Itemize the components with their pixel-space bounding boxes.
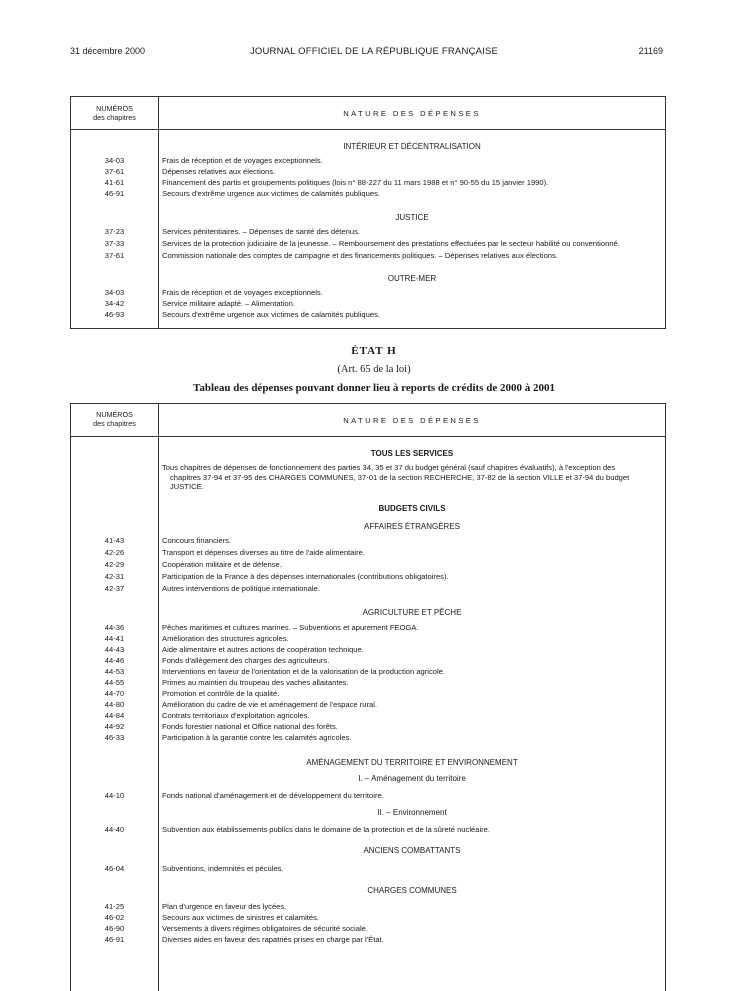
chapter-code: 44-55 — [104, 678, 125, 687]
chapter-code: 44-36 — [104, 623, 125, 632]
expense-nature: Services pénitentiaires. – Dépenses de santé des détenus. — [162, 227, 360, 236]
chapter-code: 42-29 — [104, 560, 125, 569]
chapter-code: 37-23 — [104, 227, 125, 236]
chapter-code: 37-61 — [104, 251, 125, 260]
column-divider — [158, 404, 159, 991]
section-title: BUDGETS CIVILS — [378, 504, 446, 513]
chapitres-label: des chapitres — [93, 418, 136, 428]
section-title: AMÉNAGEMENT DU TERRITOIRE ET ENVIRONNEMENT — [306, 758, 518, 767]
chapter-code: 46-93 — [104, 310, 125, 319]
expense-nature: Transport et dépenses diverses au titre de l'aide alimentaire. — [162, 548, 365, 557]
chapter-code: 41-43 — [104, 536, 125, 545]
expense-nature: Aide alimentaire et autres actions de coopération technique. — [162, 645, 364, 654]
column-numeros-header — [71, 105, 158, 122]
column-numeros-header — [71, 411, 158, 428]
etat-title: ÉTAT H — [351, 345, 397, 357]
expense-nature: Interventions en faveur de l'orientation et de la valorisation de la production agricole. — [162, 667, 446, 676]
expense-nature: Fonds national d'aménagement et de développement du territoire. — [162, 791, 384, 800]
expense-nature: Frais de réception et de voyages exceptionnels. — [162, 288, 323, 297]
chapter-code: 46-02 — [104, 913, 125, 922]
expense-nature: Versements à divers régimes obligatoires de sécurité sociale. — [162, 924, 368, 933]
chapter-code: 41-25 — [104, 902, 125, 911]
page-number: 21169 — [638, 46, 663, 56]
expense-nature: Services de la protection judiciaire de la jeunesse. – Remboursement des prestations effectuées par le secteur habilité ou conventionné. — [162, 239, 620, 248]
expense-nature: Promotion et contrôle de la qualité. — [162, 689, 280, 698]
table-etat-h — [70, 403, 666, 991]
section-title: AFFAIRES ÉTRANGÈRES — [363, 522, 461, 531]
chapter-code: 44-92 — [104, 722, 125, 731]
expense-nature: Diverses aides en faveur des rapatriés prises en charge par l'État. — [162, 935, 384, 944]
chapter-code: 37-33 — [104, 239, 125, 248]
numeros-label: NUMÉROS — [96, 104, 133, 113]
chapter-code: 46-90 — [104, 924, 125, 933]
column-nature-header: NATURE DES DÉPENSES — [343, 109, 481, 118]
subsection-title: II. – Environnement — [377, 808, 447, 817]
chapter-code: 37-61 — [104, 167, 125, 176]
paragraph-line: Tous chapitres de dépenses de fonctionnement des parties 34, 35 et 37 du budget général (sauf chapitres évaluatifs), à l'exception des — [162, 463, 616, 472]
section-title: AGRICULTURE ET PÊCHE — [362, 608, 462, 617]
chapitres-label: des chapitres — [93, 112, 136, 122]
paragraph-line: chapitres 37-94 et 37-95 des CHARGES COMMUNES, 37-01 de la section RECHERCHE, 37-82 de la section VILLE et 37-94 du budget — [170, 472, 630, 482]
chapter-code: 44-46 — [104, 656, 125, 665]
chapter-code: 44-10 — [104, 791, 125, 800]
chapter-code: 41-61 — [104, 178, 125, 187]
expense-nature: Secours aux victimes de sinistres et calamités. — [162, 913, 319, 922]
numeros-label: NUMÉROS — [96, 410, 133, 419]
etat-article: (Art. 65 de la loi) — [337, 364, 411, 375]
expense-nature: Service militaire adapté. – Alimentation. — [162, 299, 295, 308]
chapter-code: 42-31 — [104, 572, 125, 581]
expense-nature: Subventions, indemnités et pécules. — [162, 864, 284, 873]
chapter-code: 46-91 — [104, 189, 125, 198]
section-title: JUSTICE — [395, 213, 429, 222]
chapter-code: 34-03 — [104, 288, 125, 297]
expense-nature: Commission nationale des comptes de campagne et des financements politiques. – Dépenses relatives aux élections. — [162, 251, 558, 260]
expense-nature: Subvention aux établissements publics dans le domaine de la protection et de la sûreté nucléaire. — [162, 825, 490, 834]
table-continuation — [70, 96, 666, 329]
section-title: TOUS LES SERVICES — [370, 449, 454, 458]
chapter-code: 44-41 — [104, 634, 125, 643]
column-nature-header: NATURE DES DÉPENSES — [343, 416, 481, 425]
expense-nature: Fonds d'allègement des charges des agriculteurs. — [162, 656, 330, 665]
expense-nature: Plan d'urgence en faveur des lycées. — [162, 902, 287, 911]
expense-nature: Coopération militaire et de défense. — [162, 560, 282, 569]
chapter-code: 44-70 — [104, 689, 125, 698]
section-title: OUTRE-MER — [387, 274, 437, 283]
expense-nature: Frais de réception et de voyages exceptionnels. — [162, 156, 323, 165]
chapter-code: 44-80 — [104, 700, 125, 709]
expense-nature: Fonds forestier national et Office national des forêts. — [162, 722, 338, 731]
chapter-code: 44-53 — [104, 667, 125, 676]
chapter-code: 46-91 — [104, 935, 125, 944]
expense-nature: Amélioration du cadre de vie et aménagement de l'espace rural. — [162, 700, 378, 709]
chapter-code: 34-03 — [104, 156, 125, 165]
chapter-code: 44-43 — [104, 645, 125, 654]
expense-paragraph — [162, 463, 659, 492]
chapter-code: 44-40 — [104, 825, 125, 834]
section-title: CHARGES COMMUNES — [367, 886, 457, 895]
chapter-code: 42-26 — [104, 548, 125, 557]
expense-nature: Concours financiers. — [162, 536, 232, 545]
chapter-code: 46-04 — [104, 864, 125, 873]
expense-nature: Financement des partis et groupements politiques (lois n° 88-227 du 11 mars 1988 et n° 90-55 du 15 janvier 1990). — [162, 178, 549, 187]
expense-nature: Participation à la garantie contre les calamités agricoles. — [162, 733, 352, 742]
chapter-code: 46-33 — [104, 733, 125, 742]
chapter-code: 44-84 — [104, 711, 125, 720]
expense-nature: Amélioration des structures agricoles. — [162, 634, 289, 643]
expense-nature: Secours d'extrême urgence aux victimes de calamités publiques. — [162, 189, 380, 198]
etat-subtitle: Tableau des dépenses pouvant donner lieu à reports de crédits de 2000 à 2001 — [193, 382, 555, 394]
expense-nature: Secours d'extrême urgence aux victimes de calamités publiques. — [162, 310, 380, 319]
chapter-code: 34-42 — [104, 299, 125, 308]
expense-nature: Dépenses relatives aux élections. — [162, 167, 276, 176]
expense-nature: Primes au maintien du troupeau des vaches allaitantes. — [162, 678, 349, 687]
paragraph-line: JUSTICE. — [170, 482, 204, 491]
header-date: 31 décembre 2000 — [70, 46, 146, 56]
section-title: INTÉRIEUR ET DÉCENTRALISATION — [343, 142, 481, 151]
subsection-title: I. – Aménagement du territoire — [358, 774, 466, 783]
chapter-code: 42-37 — [104, 584, 125, 593]
expense-nature: Autres interventions de politique internationale. — [162, 584, 320, 593]
journal-title: JOURNAL OFFICIEL DE LA RÉPUBLIQUE FRANÇAISE — [249, 46, 499, 57]
section-title: ANCIENS COMBATTANTS — [363, 846, 461, 855]
expense-nature: Pêches maritimes et cultures marines. – Subventions et apurement FEOGA. — [162, 623, 419, 632]
expense-nature: Participation de la France à des dépenses internationales (contributions obligatoires). — [162, 572, 449, 581]
expense-nature: Contrats territoriaux d'exploitation agricoles. — [162, 711, 310, 720]
